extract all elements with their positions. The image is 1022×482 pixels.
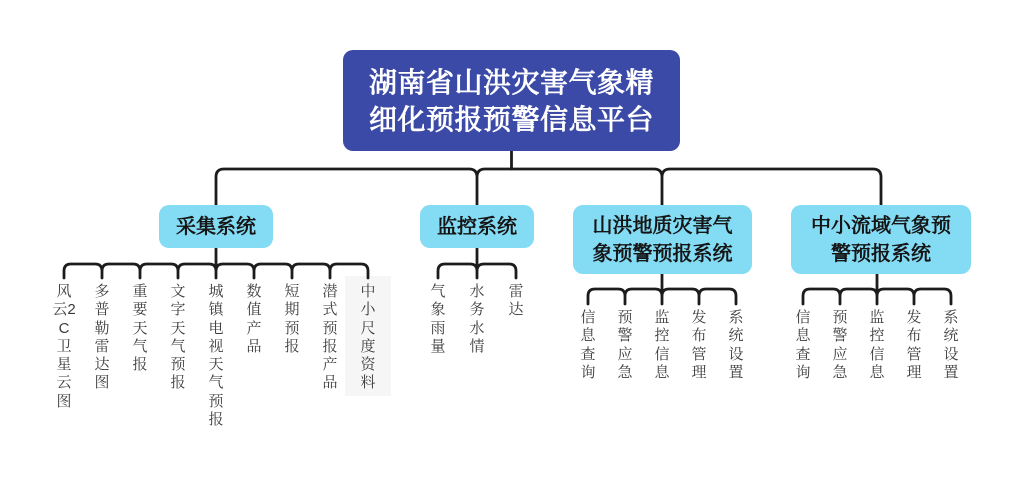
leaf-node[interactable]: 发布管理	[691, 309, 707, 381]
group1-connectors	[64, 247, 368, 278]
leaf-node[interactable]: 多普勒雷达图	[94, 283, 110, 392]
root-title-line1: 湖南省山洪灾害气象精	[368, 66, 654, 98]
leaf-node[interactable]: 监控信息	[869, 309, 885, 381]
leaf-node[interactable]: 短期预报	[284, 283, 300, 355]
branch-flashflood-geohazard-warning-system[interactable]: 山洪地质灾害气象预警预报系统	[573, 205, 752, 274]
branch-monitoring-system[interactable]: 监控系统	[420, 205, 534, 248]
leaf-node[interactable]: 系统设置	[728, 309, 744, 381]
leaf-node[interactable]: 信息查询	[580, 309, 596, 381]
leaf-node[interactable]: 气象雨量	[430, 283, 446, 355]
leaf-node[interactable]: 预警应急	[617, 309, 633, 381]
leaf-node[interactable]: 预警应急	[832, 309, 848, 381]
leaf-node[interactable]: 数值产品	[246, 283, 262, 355]
leaf-node-highlighted[interactable]: 中小尺度资料	[360, 283, 376, 392]
leaf-node[interactable]: 监控信息	[654, 309, 670, 381]
leaf-node[interactable]: 文字天气预报	[170, 283, 186, 392]
leaf-node[interactable]: 信息查询	[795, 309, 811, 381]
group3-connectors	[588, 273, 736, 304]
leaf-node[interactable]: 发布管理	[906, 309, 922, 381]
leaf-node[interactable]: 雷达	[508, 283, 524, 319]
branch-small-basin-warning-system[interactable]: 中小流域气象预警预报系统	[791, 205, 971, 274]
leaf-node[interactable]: 风云2C卫星云图	[52, 283, 76, 410]
leaf-node[interactable]: 系统设置	[943, 309, 959, 381]
root-title-line2: 细化预报预警信息平台	[368, 103, 654, 135]
branch-collection-system[interactable]: 采集系统	[159, 205, 273, 248]
level1-bus	[216, 169, 881, 205]
leaf-node[interactable]: 重要天气报	[132, 283, 148, 374]
root-node-platform[interactable]	[343, 50, 680, 151]
leaf-node[interactable]: 潜式预报产品	[322, 283, 338, 392]
group4-connectors	[803, 273, 951, 304]
group2-connectors	[438, 247, 516, 278]
leaf-node[interactable]: 城镇电视天气预报	[208, 283, 224, 429]
leaf-node[interactable]: 水务水情	[469, 283, 485, 355]
